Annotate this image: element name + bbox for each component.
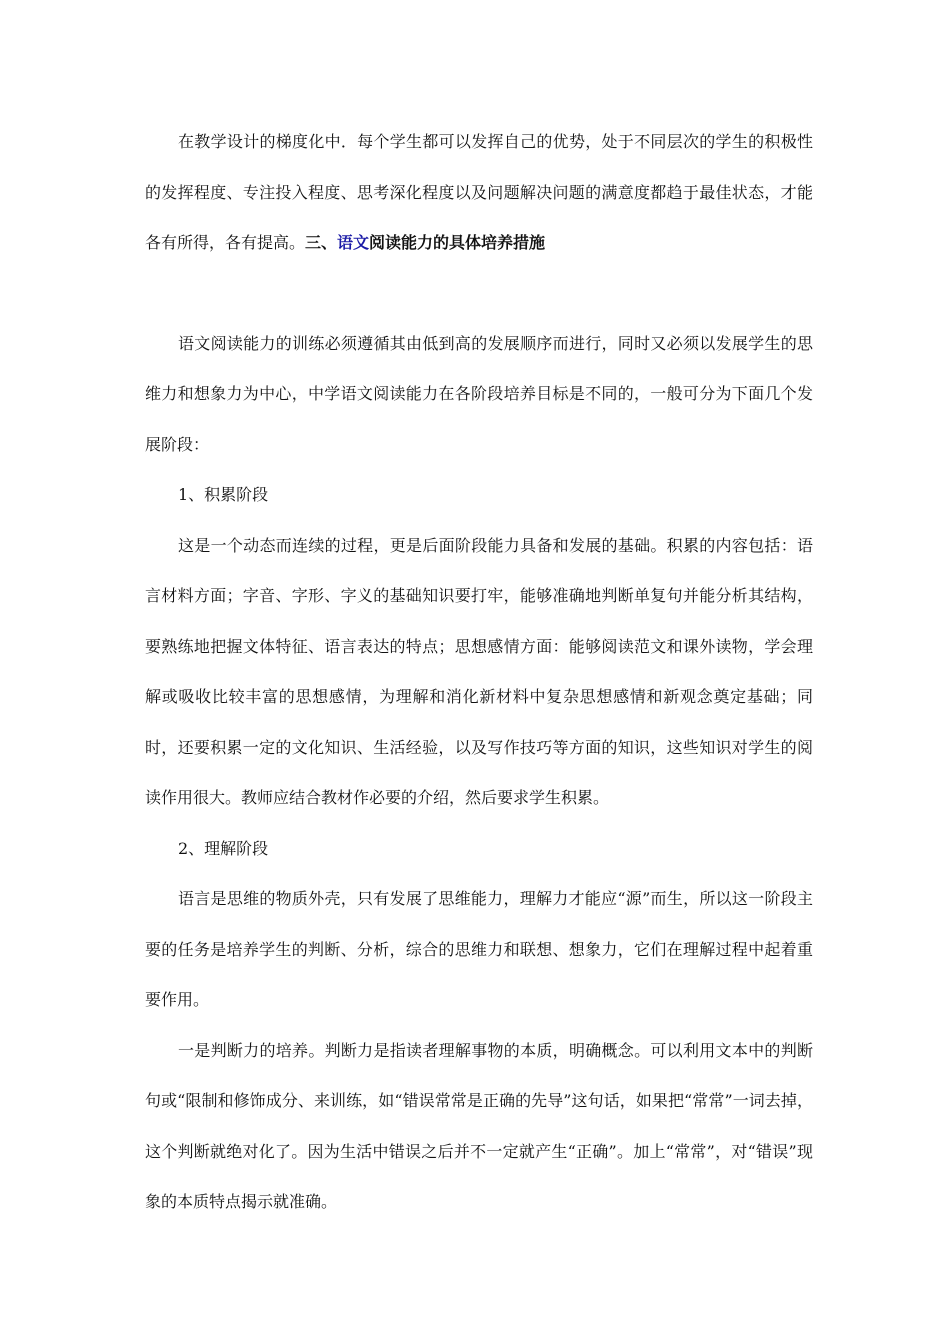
- blank-line: [145, 269, 813, 319]
- paragraph-1: [145, 117, 813, 269]
- section-heading-title: 阅读能力的具体培养措施: [369, 233, 546, 252]
- paragraph-4: 这是一个动态而连续的过程，更是后面阶段能力具备和发展的基础。积累的内容包括：语言材料方面；字音、字形、字义的基础知识要打牢，能够准确地判断单复句并能分析其结构，要熟练地把握文体特征、语言表达的特点；思想感情方面：能够阅读范文和课外读物，学会理解或吸收比较丰富的思想感情，为理解和消化新材料中复杂思想感情和新观念奠定基础；同时，还要积累一定的文化知识、生活经验，以及写作技巧等方面的知识，这些知识对学生的阅读作用很大。教师应结合教材作必要的介绍，然后要求学生积累。: [145, 535, 813, 807]
- paragraph-6: 语言是思维的物质外壳，只有发展了思维能力，理解力才能应“源”而生，所以这一阶段主要的任务是培养学生的判断、分析，综合的思维力和联想、想象力，它们在理解过程中起着重要作用。: [145, 889, 813, 1009]
- paragraph-7: 一是判断力的培养。判断力是指读者理解事物的本质，明确概念。可以利用文本中的判断句或“限制和修饰成分、来训练，如“错误常常是正确的先导”这句话，如果把“常常”一词去掉，这个判断就绝对化了。因为生活中错误之后并不一定就产生“正确”。加上“常常”，对“错误”现象的本质特点揭示就准确。: [145, 1040, 813, 1211]
- stage-2-heading: 2、理解阶段: [178, 838, 269, 858]
- document-body: [145, 117, 813, 1228]
- stage-1-heading: 1、积累阶段: [178, 485, 269, 504]
- paragraph-2: 语文阅读能力的训练必须遵循其由低到高的发展顺序而进行，同时又必须以发展学生的思维力和想象力为中心，中学语文阅读能力在各阶段培养目标是不同的，一般可分为下面几个发展阶段：: [145, 333, 813, 454]
- section-heading-link[interactable]: 语文: [337, 233, 370, 252]
- paragraph-1-text: 在教学设计的梯度化中．每个学生都可以发挥自己的优势，处于不同层次的学生的积极性的发挥程度、专注投入程度、思考深化程度以及问题解决问题的满意度都趋于最佳状态，才能各有所得，各有提高。: [145, 132, 813, 252]
- section-heading-prefix: 三、: [305, 233, 338, 252]
